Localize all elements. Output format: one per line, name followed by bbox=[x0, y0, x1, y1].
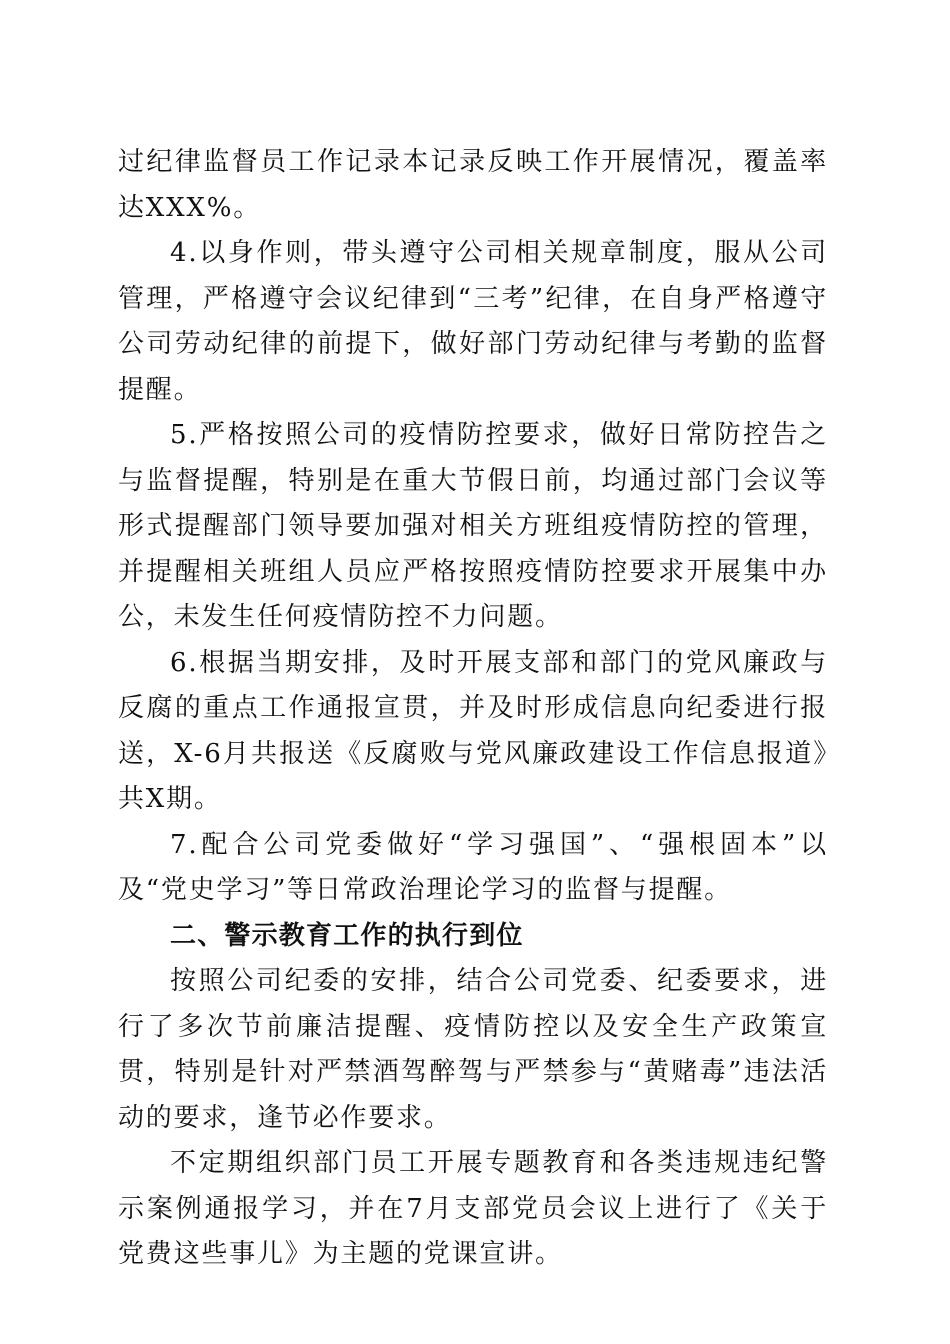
paragraph-coverage-rate: 过纪律监督员工作记录本记录反映工作开展情况，覆盖率达XXX%。 bbox=[118, 147, 828, 223]
item-4-lead-by-example: 4.以身作则，带头遵守公司相关规章制度，服从公司管理，严格遵守会议纪律到“三考”纪律，在自身严格遵守公司劳动纪律的前提下，做好部门劳动纪律与考勤的监督提醒。 bbox=[118, 238, 828, 405]
item-5-epidemic-control: 5.严格按照公司的疫情防控要求，做好日常防控告之与监督提醒，特别是在重大节假日前，均通过部门会议等形式提醒部门领导要加强对相关方班组疫情防控的管理，并提醒相关班组人员应严格按照疫情防控要求开展集中办公，未发生任何疫情防控不力问题。 bbox=[118, 420, 828, 632]
document-body bbox=[118, 140, 828, 1278]
paragraph-reminders: 按照公司纪委的安排，结合公司党委、纪委要求，进行了多次节前廉洁提醒、疫情防控以及安全生产政策宣贯，特别是针对严禁酒驾醉驾与严禁参与“黄赌毒”违法活动的要求，逢节必作要求。 bbox=[118, 966, 828, 1133]
paragraph-case-study: 不定期组织部门员工开展专题教育和各类违规违纪警示案例通报学习，并在7月支部党员会议上进行了《关于党费这些事儿》为主题的党课宣讲。 bbox=[118, 1148, 828, 1269]
item-6-integrity-reporting: 6.根据当期安排，及时开展支部和部门的党风廉政与反腐的重点工作通报宣贯，并及时形成信息向纪委进行报送，X-6月共报送《反腐败与党风廉政建设工作信息报道》共X期。 bbox=[118, 647, 828, 814]
item-7-political-study: 7.配合公司党委做好“学习强国”、“强根固本”以及“党史学习”等日常政治理论学习的监督与提醒。 bbox=[118, 829, 828, 905]
section-heading-warning-education: 二、警示教育工作的执行到位 bbox=[170, 920, 524, 951]
